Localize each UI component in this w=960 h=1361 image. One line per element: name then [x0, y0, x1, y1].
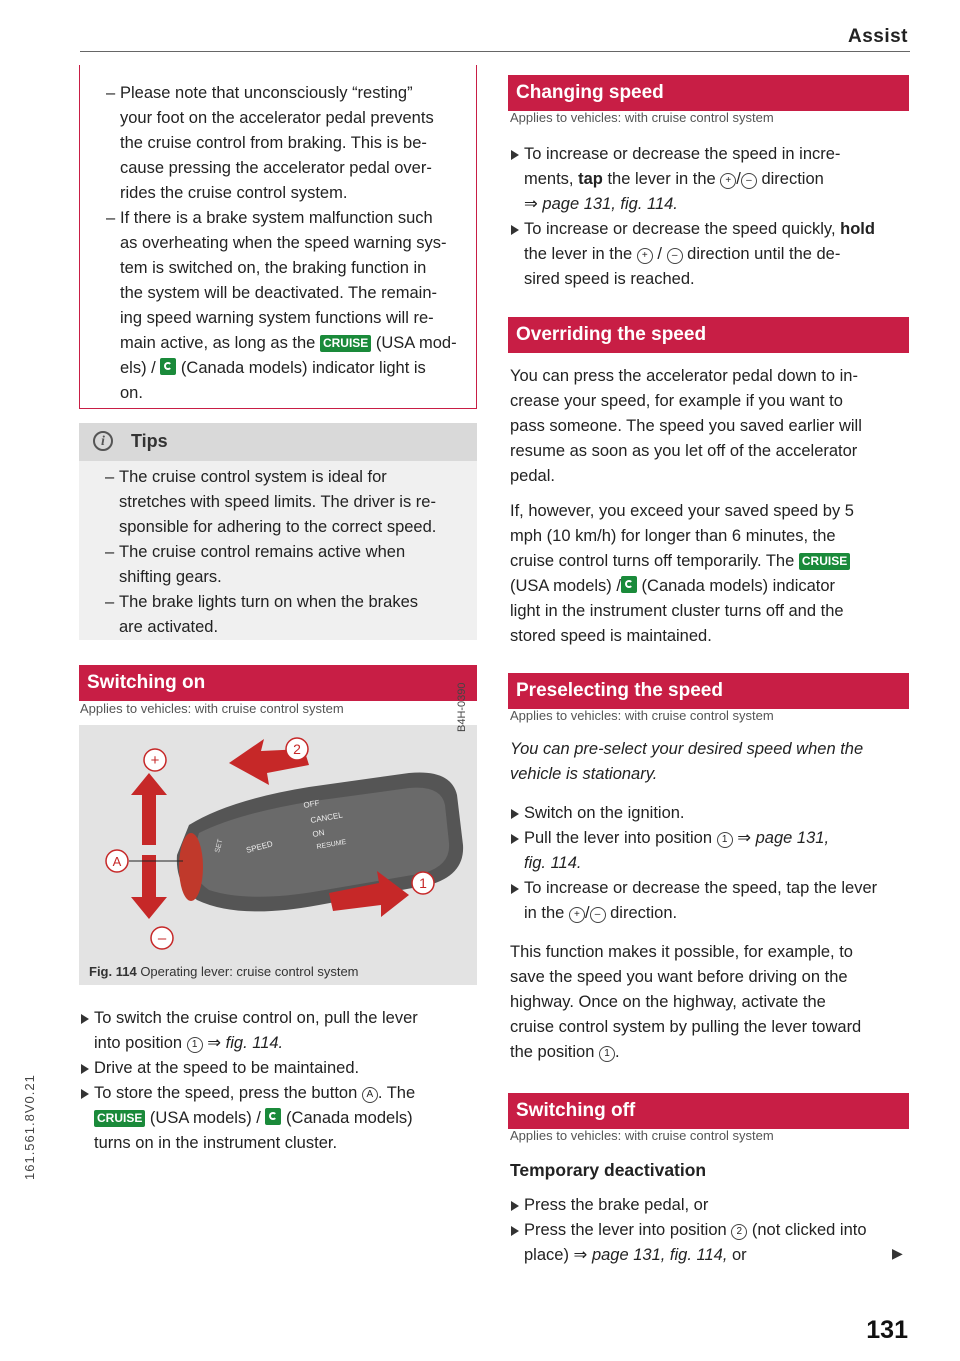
- figure-caption: [79, 959, 477, 985]
- page-number: 131: [866, 1316, 908, 1344]
- text-line: [94, 1031, 480, 1056]
- text-line: stored speed is maintained.: [510, 627, 712, 645]
- text-line: are activated.: [119, 618, 219, 636]
- applies-to-note: Applies to vehicles: with cruise control system: [510, 708, 774, 723]
- tip-item: [105, 465, 463, 540]
- text-line: the system will be deactivated. The remain-: [120, 284, 438, 302]
- lever-cancel-text: CANCEL: [309, 810, 344, 825]
- text-line: If, however, you exceed your saved speed by 5: [510, 502, 854, 520]
- text-line: [524, 242, 910, 267]
- button-a-label: A: [112, 854, 122, 869]
- continue-arrow-icon: ▶: [892, 1245, 903, 1261]
- figure-link[interactable]: fig. 114.: [524, 854, 582, 872]
- position-2-icon: 2: [731, 1224, 747, 1240]
- tips-header: [79, 423, 477, 461]
- text-line: – Please note that unconsciously “resting”: [120, 84, 413, 102]
- text-line: stretches with speed limits. The driver is re-: [119, 493, 436, 511]
- text-span: main active, as long as the: [120, 334, 320, 352]
- text-line: – If there is a brake system malfunction such: [120, 209, 433, 227]
- text-line: [524, 167, 910, 192]
- text-line: vehicle is stationary.: [510, 765, 658, 783]
- step-item: [510, 1193, 910, 1218]
- text-line: turns on in the instrument cluster.: [94, 1134, 338, 1152]
- text-line: sponsible for adhering to the correct speed.: [119, 518, 437, 536]
- text-line: rides the cruise control system.: [120, 184, 348, 202]
- lever-resume-text: RESUME: [316, 838, 347, 851]
- text-line: – The cruise control system is ideal for: [119, 468, 387, 486]
- text-span: place): [524, 1246, 574, 1264]
- heading-changing-speed: Changing speed: [508, 75, 909, 111]
- position-1-label: 1: [419, 875, 427, 891]
- text-line: Switch on the ignition.: [524, 804, 685, 822]
- text-line: ing speed warning system functions will re-: [120, 309, 434, 327]
- text-line: [120, 356, 462, 381]
- tips-body: [79, 461, 477, 640]
- text-line: [510, 1040, 910, 1065]
- canada-cruise-indicator-icon: [265, 1108, 281, 1125]
- emphasis: hold: [840, 220, 875, 238]
- heading-switching-off: Switching off: [508, 1093, 909, 1129]
- overriding-text: [510, 364, 910, 649]
- text-line: You can press the accelerator pedal down to in-: [510, 367, 858, 385]
- applies-to-note: Applies to vehicles: with cruise control system: [510, 1128, 774, 1143]
- text-line: crease your speed, for example if you want to: [510, 392, 843, 410]
- text-line: [120, 331, 462, 356]
- text-line: This function makes it possible, for example, to: [510, 943, 853, 961]
- text-span: (not clicked into: [747, 1221, 867, 1239]
- minus-icon: –: [667, 248, 683, 264]
- text-line: cruise control system by pulling the lever toward: [510, 1018, 862, 1036]
- plus-icon: +: [720, 173, 736, 189]
- text-span: (USA mod-: [371, 334, 457, 352]
- text-line: – The brake lights turn on when the brakes: [119, 593, 419, 611]
- subheading-temporary-deactivation: Temporary deactivation: [510, 1160, 707, 1180]
- text-line: light in the instrument cluster turns off and the: [510, 602, 844, 620]
- text-span: ments,: [524, 170, 579, 188]
- tip-item: [105, 590, 463, 640]
- step-item: [510, 217, 910, 292]
- position-1-icon: 1: [187, 1037, 203, 1053]
- switching-off-steps: [510, 1193, 910, 1268]
- text-span: (Canada models) indicator: [636, 577, 836, 595]
- text-line: Press the brake pedal, or: [524, 1196, 709, 1214]
- text-line: pass someone. The speed you saved earlier will: [510, 417, 862, 435]
- paragraph-gap: [510, 787, 910, 801]
- paragraph-gap: [510, 489, 910, 499]
- cruise-indicator-icon: CRUISE: [320, 335, 371, 352]
- text-line: To increase or decrease the speed in incre-: [524, 145, 841, 163]
- applies-to-note: Applies to vehicles: with cruise control system: [80, 701, 344, 716]
- text-span: the lever in the: [524, 245, 637, 263]
- text-span: Pull the lever into position: [524, 829, 717, 847]
- text-span: the position: [510, 1043, 599, 1061]
- text-line: sired speed is reached.: [524, 270, 695, 288]
- page-link[interactable]: ⇒ page 131, fig. 114.: [524, 195, 678, 213]
- lever-off-text: OFF: [302, 798, 321, 810]
- plus-icon: +: [569, 907, 585, 923]
- text-line: mph (10 km/h) for longer than 6 minutes, the: [510, 527, 836, 545]
- text-span: (USA models) /: [145, 1109, 266, 1127]
- text-span: direction until the de-: [682, 245, 841, 263]
- minus-icon: –: [741, 173, 757, 189]
- text-span: in the: [524, 904, 569, 922]
- step-item: [80, 1056, 480, 1081]
- text-line: pedal.: [510, 467, 555, 485]
- text-span: direction: [756, 170, 824, 188]
- text-line: [510, 549, 910, 574]
- text-line: To switch the cruise control on, pull the lever: [94, 1009, 418, 1027]
- text-line: resume as soon as you let off of the accelerator: [510, 442, 858, 460]
- canada-cruise-indicator-icon: [621, 576, 637, 593]
- page-link[interactable]: ⇒ page 131, fig. 114,: [573, 1246, 728, 1264]
- text-span: into position: [94, 1034, 187, 1052]
- info-icon: i: [93, 431, 113, 451]
- figure-114: [79, 725, 477, 959]
- text-span: To increase or decrease the speed quickly,: [524, 220, 841, 238]
- text-line: tem is switched on, the braking function in: [120, 259, 427, 277]
- position-1-icon: 1: [717, 832, 733, 848]
- changing-speed-steps: [510, 142, 910, 292]
- paragraph-gap: [510, 926, 910, 940]
- figure-link[interactable]: ⇒ fig. 114.: [207, 1034, 284, 1052]
- document-code: 161.561.8V0.21: [22, 1074, 37, 1180]
- text-line: save the speed you want before driving on the: [510, 968, 848, 986]
- heading-overriding-speed: Overriding the speed: [508, 317, 909, 353]
- cruise-indicator-icon: CRUISE: [799, 553, 850, 570]
- text-span: /: [736, 170, 741, 188]
- plus-icon: +: [637, 248, 653, 264]
- text-span: /: [652, 245, 667, 263]
- heading-preselecting-speed: Preselecting the speed: [508, 673, 909, 709]
- step-item: [510, 1218, 910, 1268]
- cruise-lever-illustration: [79, 725, 477, 959]
- step-item: [80, 1006, 480, 1056]
- text-span: /: [584, 904, 590, 922]
- step-item: [510, 801, 910, 826]
- position-2-label: 2: [293, 741, 301, 757]
- applies-to-note: Applies to vehicles: with cruise control system: [510, 110, 774, 125]
- heading-switching-on: Switching on: [79, 665, 477, 701]
- text-span: . The: [377, 1084, 416, 1102]
- text-line: [94, 1081, 480, 1106]
- step-item: [510, 876, 910, 926]
- minus-icon: –: [590, 907, 606, 923]
- text-line: cause pressing the accelerator pedal over-: [120, 159, 432, 177]
- tip-item: [105, 540, 463, 590]
- step-item: [510, 826, 910, 876]
- plus-label: +: [150, 752, 160, 769]
- text-line: – The cruise control remains active when: [119, 543, 406, 561]
- lever-set-text: SET: [214, 838, 225, 854]
- canada-cruise-indicator-icon: [160, 358, 176, 375]
- button-a-icon: A: [362, 1087, 378, 1103]
- cruise-indicator-icon: CRUISE: [94, 1110, 145, 1127]
- arrow-down-icon: [131, 855, 167, 919]
- warning-item: [106, 206, 462, 406]
- text-line: highway. Once on the highway, activate the: [510, 993, 826, 1011]
- text-span: (USA models) /: [510, 577, 621, 595]
- emphasis: tap: [578, 170, 603, 188]
- text-line: [524, 1243, 910, 1268]
- text-line: your foot on the accelerator pedal prevents: [120, 109, 434, 127]
- header-divider: [80, 51, 910, 52]
- figure-code: B4H-0390: [456, 682, 468, 732]
- text-line: Drive at the speed to be maintained.: [94, 1059, 360, 1077]
- text-line: [510, 574, 910, 599]
- text-line: [524, 217, 910, 242]
- button-a-highlight: [179, 833, 203, 901]
- text-span: (Canada models): [281, 1109, 413, 1127]
- warning-box: [79, 65, 477, 409]
- minus-label: –: [157, 930, 167, 947]
- tips-label: Tips: [131, 431, 168, 451]
- text-line: To increase or decrease the speed, tap the lever: [524, 879, 878, 897]
- text-line: the cruise control from braking. This is be-: [120, 134, 427, 152]
- position-1-icon: 1: [599, 1046, 615, 1062]
- text-line: [524, 901, 910, 926]
- text-span: (Canada models) indicator light is: [176, 359, 426, 377]
- step-item: [510, 142, 910, 217]
- switching-on-steps: [80, 1006, 480, 1156]
- text-line: You can pre-select your desired speed when the: [510, 740, 864, 758]
- section-title: Assist: [847, 26, 908, 47]
- text-span: .: [614, 1043, 620, 1061]
- step-item: [80, 1081, 480, 1156]
- text-span: els) /: [120, 359, 161, 377]
- text-span: cruise control turns off temporarily. The: [510, 552, 799, 570]
- lever-on-text: ON: [311, 828, 326, 839]
- text-span: To store the speed, press the button: [94, 1084, 362, 1102]
- text-span: Press the lever into position: [524, 1221, 732, 1239]
- caption-label: Fig. 114: [89, 964, 137, 979]
- preselecting-text: [510, 737, 910, 1065]
- text-line: [524, 826, 910, 851]
- text-line: [524, 1218, 910, 1243]
- text-span: direction.: [605, 904, 678, 922]
- caption-text: Operating lever: cruise control system: [136, 964, 359, 979]
- text-span: the lever in the: [602, 170, 721, 188]
- text-line: [94, 1106, 480, 1131]
- text-line: as overheating when the speed warning sys-: [120, 234, 447, 252]
- lever-speed-text: SPEED: [245, 839, 274, 855]
- text-line: on.: [120, 384, 143, 402]
- warning-item: [106, 81, 462, 206]
- text-span: or: [727, 1246, 747, 1264]
- page-link[interactable]: ⇒ page 131,: [737, 829, 830, 847]
- text-line: shifting gears.: [119, 568, 222, 586]
- arrow-up-icon: [131, 773, 167, 845]
